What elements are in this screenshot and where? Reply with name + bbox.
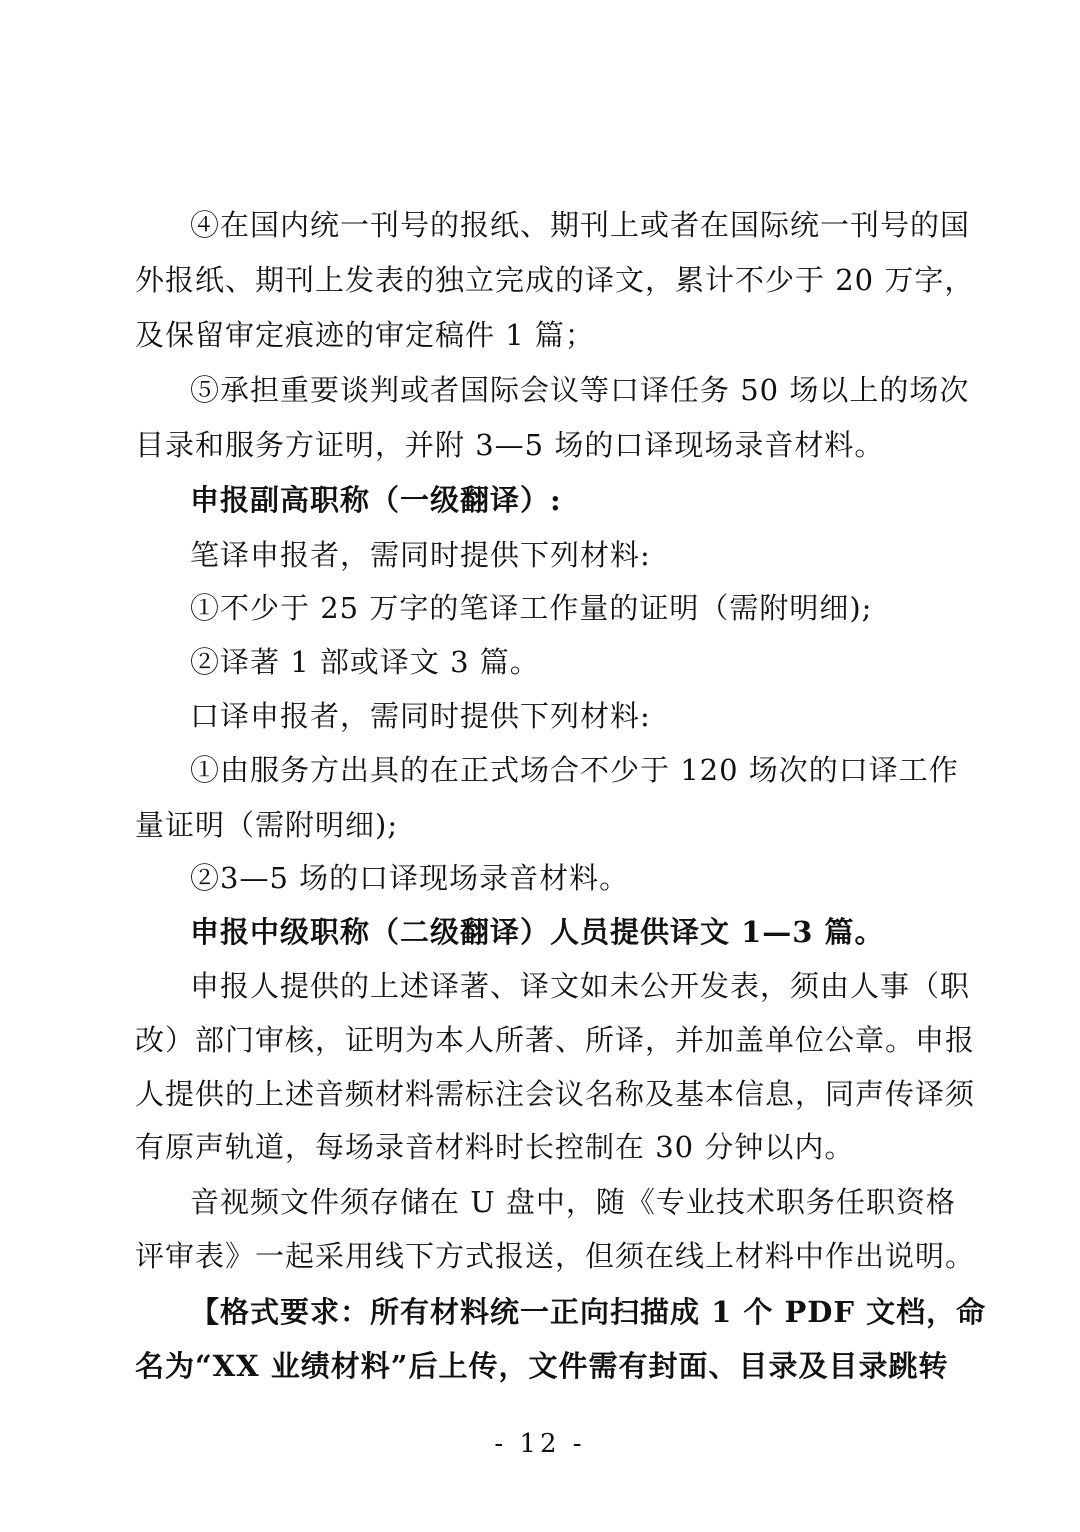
list-item: ①不少于 25 万字的笔译工作量的证明（需附明细); bbox=[190, 591, 873, 625]
paragraph-line: 及保留审定痕迹的审定稿件 1 篇； bbox=[135, 318, 595, 352]
paragraph-line: 口译申报者，需同时提供下列材料: bbox=[190, 699, 651, 733]
paragraph-line: 目录和服务方证明，并附 3—5 场的口译现场录音材料。 bbox=[135, 428, 885, 462]
list-item: ①由服务方出具的在正式场合不少于 120 场次的口译工作 bbox=[190, 753, 959, 787]
format-requirement-line: 【格式要求：所有材料统一正向扫描成 1 个 PDF 文档，命 bbox=[190, 1295, 987, 1329]
paragraph-line: 申报人提供的上述译著、译文如未公开发表，须由人事（职 bbox=[190, 969, 971, 1003]
paragraph-line: 量证明（需附明细); bbox=[135, 808, 399, 842]
page-number: - 12 - bbox=[494, 1429, 586, 1459]
paragraph-line: 外报纸、期刊上发表的独立完成的译文，累计不少于 20 万字， bbox=[135, 263, 975, 297]
paragraph-line: 音视频文件须存储在 U 盘中，随《专业技术职务任职资格 bbox=[190, 1185, 956, 1219]
paragraph-line: ④在国内统一刊号的报纸、期刊上或者在国际统一刊号的国 bbox=[190, 208, 971, 242]
paragraph-line: 有原声轨道，每场录音材料时长控制在 30 分钟以内。 bbox=[135, 1130, 855, 1164]
paragraph-line: 人提供的上述音频材料需标注会议名称及基本信息，同声传译须 bbox=[135, 1077, 976, 1111]
section-heading: 申报中级职称（二级翻译）人员提供译文 1—3 篇。 bbox=[190, 915, 885, 949]
list-item: ②译著 1 部或译文 3 篇。 bbox=[190, 645, 540, 679]
paragraph-line: 笔译申报者，需同时提供下列材料: bbox=[190, 538, 651, 572]
section-heading: 申报副高职称（一级翻译）: bbox=[190, 483, 562, 517]
paragraph-line: 改）部门审核，证明为本人所著、所译，并加盖单位公章。申报 bbox=[135, 1023, 976, 1057]
format-requirement-line: 名为“XX 业绩材料”后上传，文件需有封面、目录及目录跳转 bbox=[135, 1349, 949, 1383]
paragraph-line: 评审表》一起采用线下方式报送，但须在线上材料中作出说明。 bbox=[135, 1239, 976, 1273]
paragraph-line: ⑤承担重要谈判或者国际会议等口译任务 50 场以上的场次 bbox=[190, 373, 970, 407]
list-item: ②3—5 场的口译现场录音材料。 bbox=[190, 861, 630, 895]
